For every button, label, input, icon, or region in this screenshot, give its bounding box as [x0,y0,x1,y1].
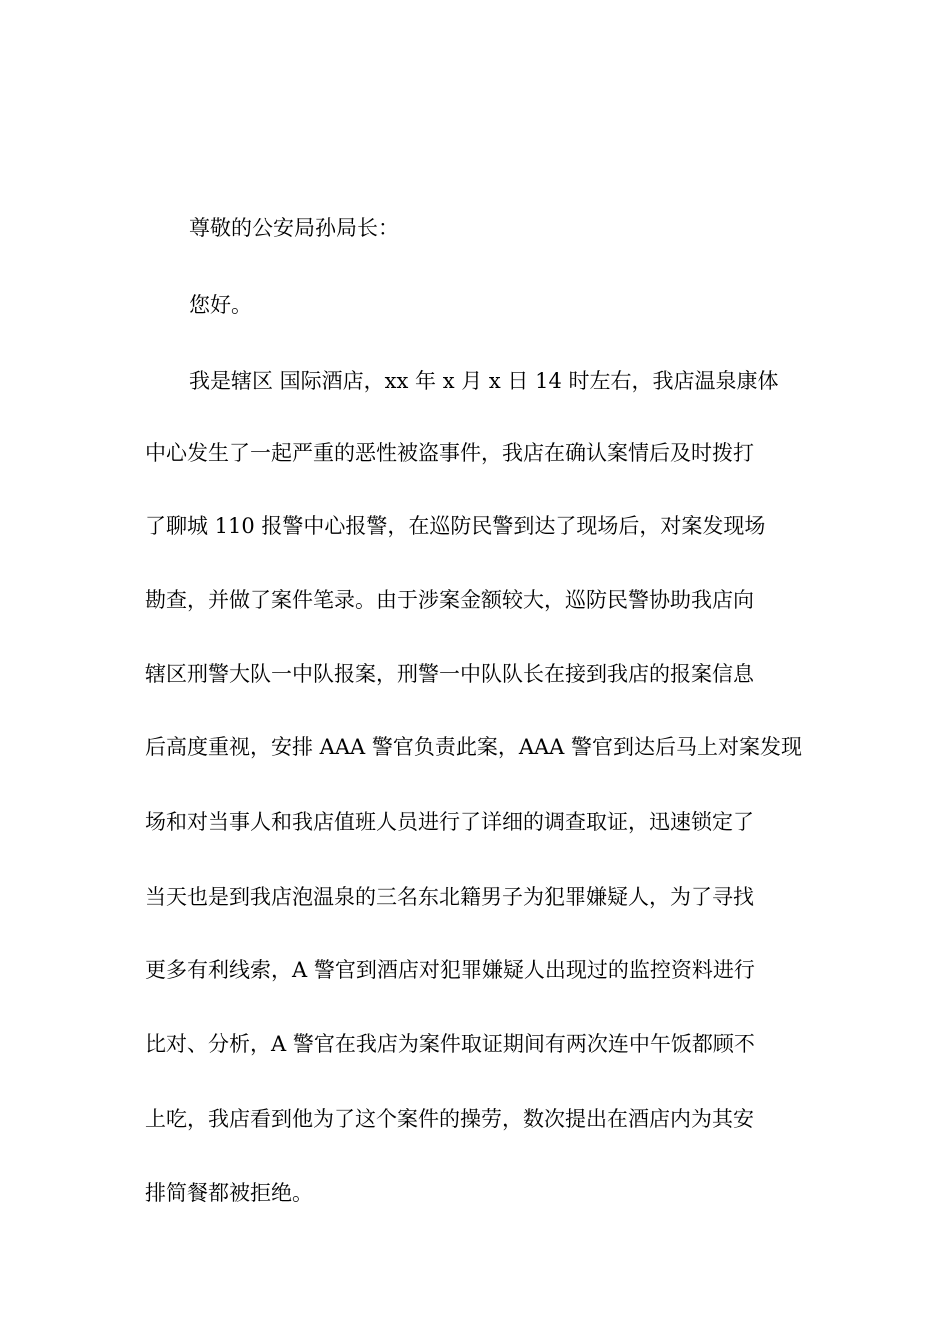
greeting: 您好。 [189,293,252,317]
body-line: 辖区刑警大队一中队报案，刑警一中队队长在接到我店的报案信息 [145,662,754,686]
body-line: 排简餐都被拒绝。 [145,1181,313,1205]
body-line: 后高度重视，安排 AAA 警官负责此案，AAA 警官到达后马上对案发现 [145,735,803,759]
body-line: 中心发生了一起严重的恶性被盗事件，我店在确认案情后及时拨打 [145,441,754,465]
body-line: 比对、分析，A 警官在我店为案件取证期间有两次连中午饭都顾不 [145,1032,755,1056]
body-line: 更多有利线索，A 警官到酒店对犯罪嫌疑人出现过的监控资料进行 [145,958,755,982]
body-line: 当天也是到我店泡温泉的三名东北籍男子为犯罪嫌疑人，为了寻找 [145,885,754,909]
body-line: 了聊城 110 报警中心报警，在巡防民警到达了现场后，对案发现场 [145,514,766,538]
salutation: 尊敬的公安局孙局长： [189,216,399,240]
body-line: 勘查，并做了案件笔录。由于涉案金额较大，巡防民警协助我店向 [145,588,754,612]
body-line: 上吃，我店看到他为了这个案件的操劳，数次提出在酒店内为其安 [145,1107,754,1131]
body-line: 我是辖区 国际酒店，xx 年 x 月 x 日 14 时左右，我店温泉康体 [189,369,779,393]
body-line: 场和对当事人和我店值班人员进行了详细的调查取证，迅速锁定了 [145,810,754,834]
